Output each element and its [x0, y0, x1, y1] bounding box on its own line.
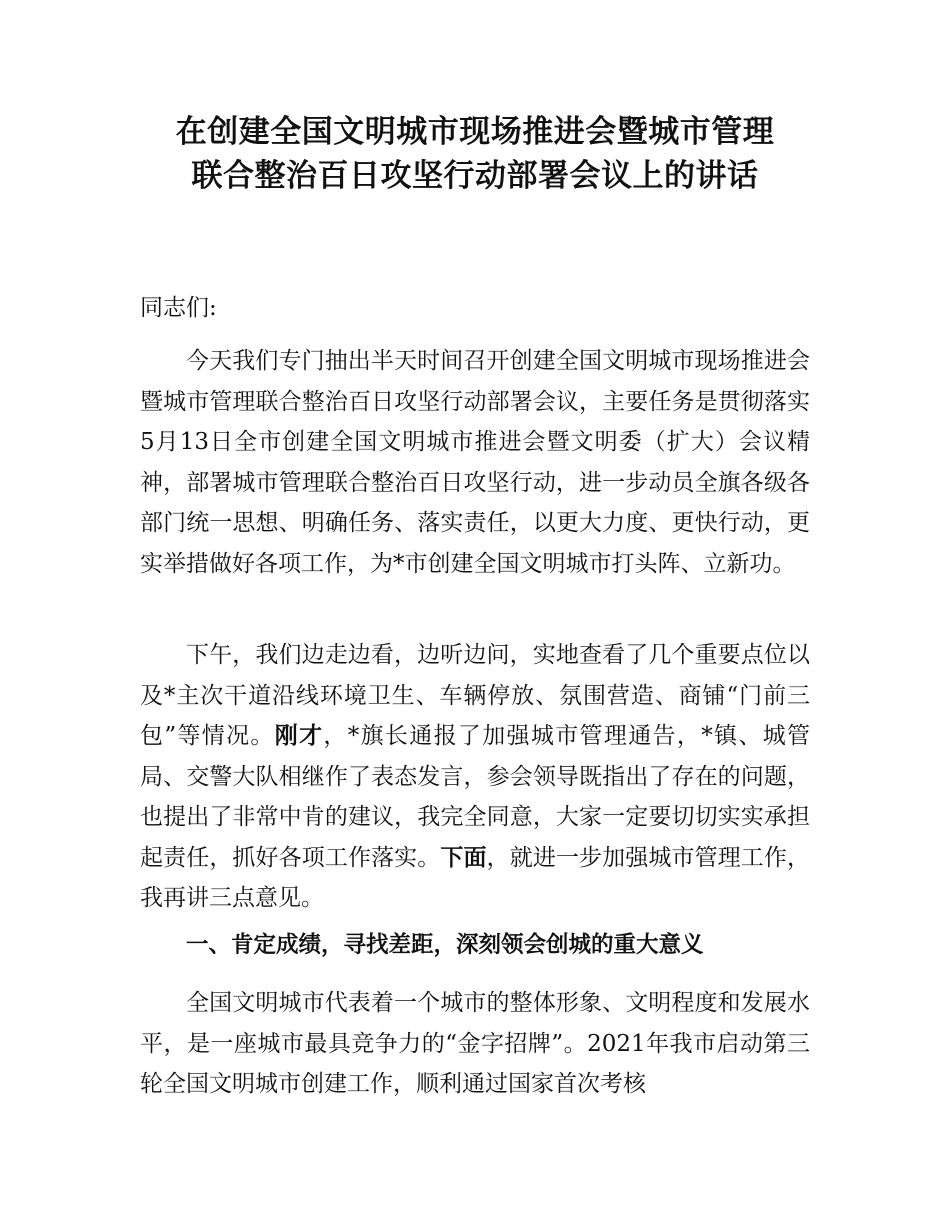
paragraph-2-bold-2: 下面 [440, 844, 487, 871]
paragraph-2-text-2: ，*旗长通报了加强城市管理通告，*镇、城管局、交警大队相继作了表态发言，参会领导既指出了存在的问题，也提出了非常中肯的建议，我完全同意，大家一定要切切实实承担起责任，抓好各项工作落实。 [140, 723, 811, 871]
paragraph-2 [140, 635, 810, 919]
salutation: 同志们: [140, 295, 217, 321]
paragraph-2-text-1: 下午，我们边走边看，边听边问，实地查看了几个重要点位以及*主次干道沿线环境卫生、车辆停放、氛围营造、商铺“门前三包”等情况。 [140, 642, 810, 749]
title-line-2: 联合整治百日攻坚行动部署会议上的讲话 [191, 158, 759, 194]
paragraph-2-bold-1: 刚才 [274, 723, 324, 749]
title-line-1: 在创建全国文明城市现场推进会暨城市管理 [175, 114, 775, 150]
document-title [140, 110, 810, 198]
paragraph-1: 今天我们专门抽出半天时间召开创建全国文明城市现场推进会暨城市管理联合整治百日攻坚行动部署会议，主要任务是贯彻落实5月13日全市创建全国文明城市推进会暨文明委（扩大）会议精神，部署城市管理联合整治百日攻坚行动，进一步动员全旗各级各部门统一思想、明确任务、落实责任，以更大力度、更快行动，更实举措做好各项工作，为*市创建全国文明城市打头阵、立新功。 [140, 348, 810, 577]
section-heading-1: 一、肯定成绩，寻找差距，深刻领会创城的重大意义 [186, 932, 704, 958]
paragraph-3: 全国文明城市代表着一个城市的整体形象、文明程度和发展水平，是一座城市最具竞争力的“金字招牌”。2021年我市启动第三轮全国文明城市创建工作，顺利通过国家首次考核 [140, 990, 810, 1097]
paragraph-2-text-3: ，就进一步加强城市管理工作，我再讲三点意见。 [140, 844, 811, 911]
